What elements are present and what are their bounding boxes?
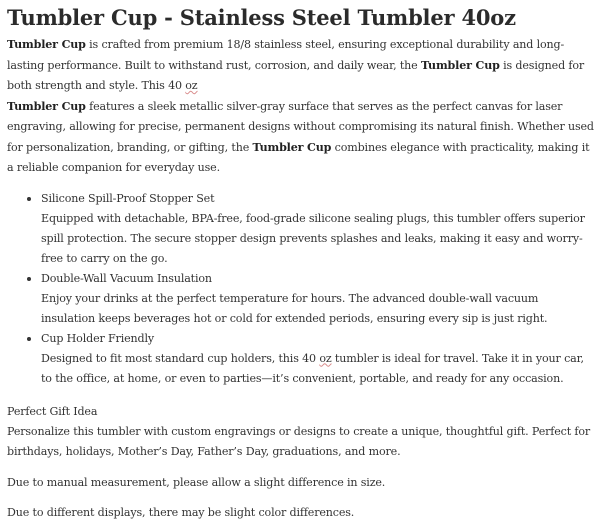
bullet-icon xyxy=(27,277,31,281)
feature-item xyxy=(7,329,595,389)
feature-description xyxy=(41,349,595,389)
feature-description: Equipped with detachable, BPA-free, food-grade silicone sealing plugs, this tumbler offers superior spill protection. The secure stopper design prevents splashes and leaks, making it easy and worry-free to carry on the go. xyxy=(41,211,585,265)
product-name-bold: Tumbler Cup xyxy=(7,38,86,51)
product-title: Tumbler Cup - Stainless Steel Tumbler 40oz xyxy=(7,5,516,30)
spellcheck-word: oz xyxy=(185,79,198,92)
feature-title: Cup Holder Friendly xyxy=(41,331,154,345)
intro-text: features a sleek metallic silver-gray surface that serves as the perfect canvas for laser engraving, allowing for precise, permanent designs without compromising its natural finish. Whether used for personalization, branding, or gifting, the xyxy=(7,99,594,154)
bullet-icon xyxy=(27,197,31,201)
feature-title: Double-Wall Vacuum Insulation xyxy=(41,271,212,285)
product-name-bold: Tumbler Cup xyxy=(420,58,500,72)
intro-paragraph xyxy=(7,35,595,179)
spellcheck-word: oz xyxy=(319,351,332,365)
product-name-bold: Tumbler Cup xyxy=(252,140,332,154)
size-note: Due to manual measurement, please allow a slight difference in size. xyxy=(7,475,386,489)
feature-list xyxy=(7,189,595,389)
intro-text: is designed for both strength and style. This 40 xyxy=(7,58,585,92)
feature-text: tumbler is ideal for travel. Take it in your car, to the office, at home, or even to parties—it’s convenient, portable, and ready for any occasion. xyxy=(41,351,584,385)
feature-title: Silicone Spill-Proof Stopper Set xyxy=(41,191,215,205)
feature-item xyxy=(7,189,595,269)
feature-description: Enjoy your drinks at the perfect temperature for hours. The advanced double-wall vacuum insulation keeps beverages hot or cold for extended periods, ensuring every sip is just right. xyxy=(41,291,548,325)
intro-text: combines elegance with practicality, making it a reliable companion for everyday use. xyxy=(7,140,590,174)
feature-item xyxy=(7,269,595,329)
color-note: Due to different displays, there may be slight color differences. xyxy=(7,505,355,519)
product-name-bold: Tumbler Cup xyxy=(7,99,86,113)
gift-heading: Perfect Gift Idea xyxy=(7,404,98,418)
product-description xyxy=(7,3,595,523)
feature-text: Designed to fit most standard cup holders, this 40 xyxy=(41,351,320,365)
gift-text: Personalize this tumbler with custom engravings or designs to create a unique, thoughtful gift. Perfect for birthdays, holidays, Mother’s Day, Father’s Day, graduations, and more. xyxy=(7,424,591,458)
bullet-icon xyxy=(27,337,31,341)
intro-text: is crafted from premium 18/8 stainless steel, ensuring exceptional durability and long-lasting performance. Built to withstand rust, corrosion, and daily wear, the xyxy=(7,38,565,72)
